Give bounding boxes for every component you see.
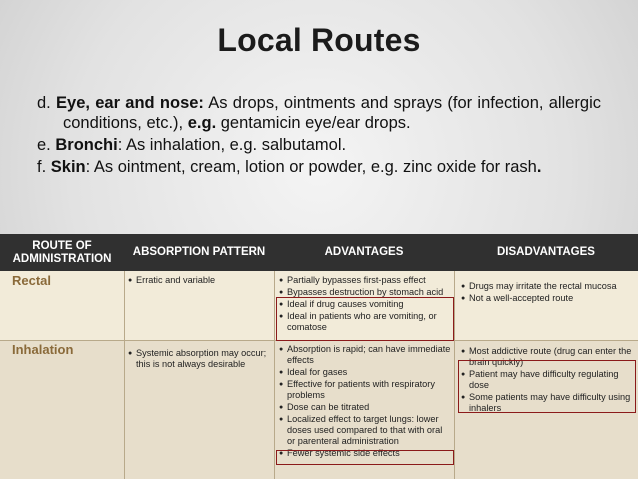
slide-title: Local Routes	[217, 22, 421, 58]
list-item: ● Ideal if drug causes vomiting	[279, 299, 451, 310]
highlight-box	[276, 297, 454, 341]
header-route: ROUTE OF ADMINISTRATION	[12, 239, 112, 265]
list-item: ● Some patients may have difficulty using inhalers	[461, 392, 633, 414]
route-name: Inhalation	[12, 342, 74, 357]
list-item: ● Erratic and variable	[128, 275, 268, 286]
header-absorption: ABSORPTION PATTERN	[132, 246, 266, 258]
absorption-cell	[128, 348, 268, 371]
advantages-cell	[279, 344, 451, 460]
table-header	[0, 234, 638, 271]
list-item: ● Ideal for gases	[279, 367, 451, 378]
route-name: Rectal	[12, 273, 52, 288]
routes-table	[0, 234, 638, 479]
header-disadvantages: DISADVANTAGES	[497, 246, 595, 258]
bullet-skin: f. Skin: As ointment, cream, lotion or powder, e.g. zinc oxide for rash.	[37, 158, 542, 176]
bullet-list	[37, 93, 601, 179]
list-item: ● Systemic absorption may occur; this is not always desirable	[128, 348, 268, 370]
list-item: ● Absorption is rapid; can have immediate effects	[279, 344, 451, 366]
bullet-bronchi: e. Bronchi: As inhalation, e.g. salbutamol.	[37, 136, 347, 154]
list-item: ● Dose can be titrated	[279, 402, 451, 413]
column-divider	[454, 271, 455, 479]
bullet-eye-ear-nose: d. Eye, ear and nose: As drops, ointments and sprays (for infection, allergic conditions, etc.), e.g. gentamicin eye/ear drops.	[37, 94, 602, 132]
list-item: ● Bypasses destruction by stomach acid	[279, 287, 451, 298]
list-item: ● Partially bypasses first-pass effect	[279, 275, 451, 286]
list-item: ● Most addictive route (drug can enter the brain quickly)	[461, 346, 633, 368]
column-divider	[274, 271, 275, 479]
highlight-box	[276, 450, 454, 465]
list-item: ● Patient may have difficulty regulating dose	[461, 369, 633, 391]
list-item: ● Not a well-accepted route	[461, 293, 631, 304]
absorption-cell	[128, 275, 268, 287]
header-advantages: ADVANTAGES	[324, 246, 404, 258]
list-item: ● Effective for patients with respiratory problems	[279, 379, 451, 401]
list-item: ● Localized effect to target lungs: lower doses used compared to that with oral or parenteral administration	[279, 414, 451, 447]
list-item: ● Fewer systemic side effects	[279, 448, 451, 459]
highlight-box	[458, 360, 636, 413]
list-item: ● Drugs may irritate the rectal mucosa	[461, 281, 631, 292]
list-item: ● Ideal in patients who are vomiting, or comatose	[279, 311, 451, 333]
column-divider	[124, 271, 125, 479]
disadvantages-cell	[461, 281, 631, 305]
